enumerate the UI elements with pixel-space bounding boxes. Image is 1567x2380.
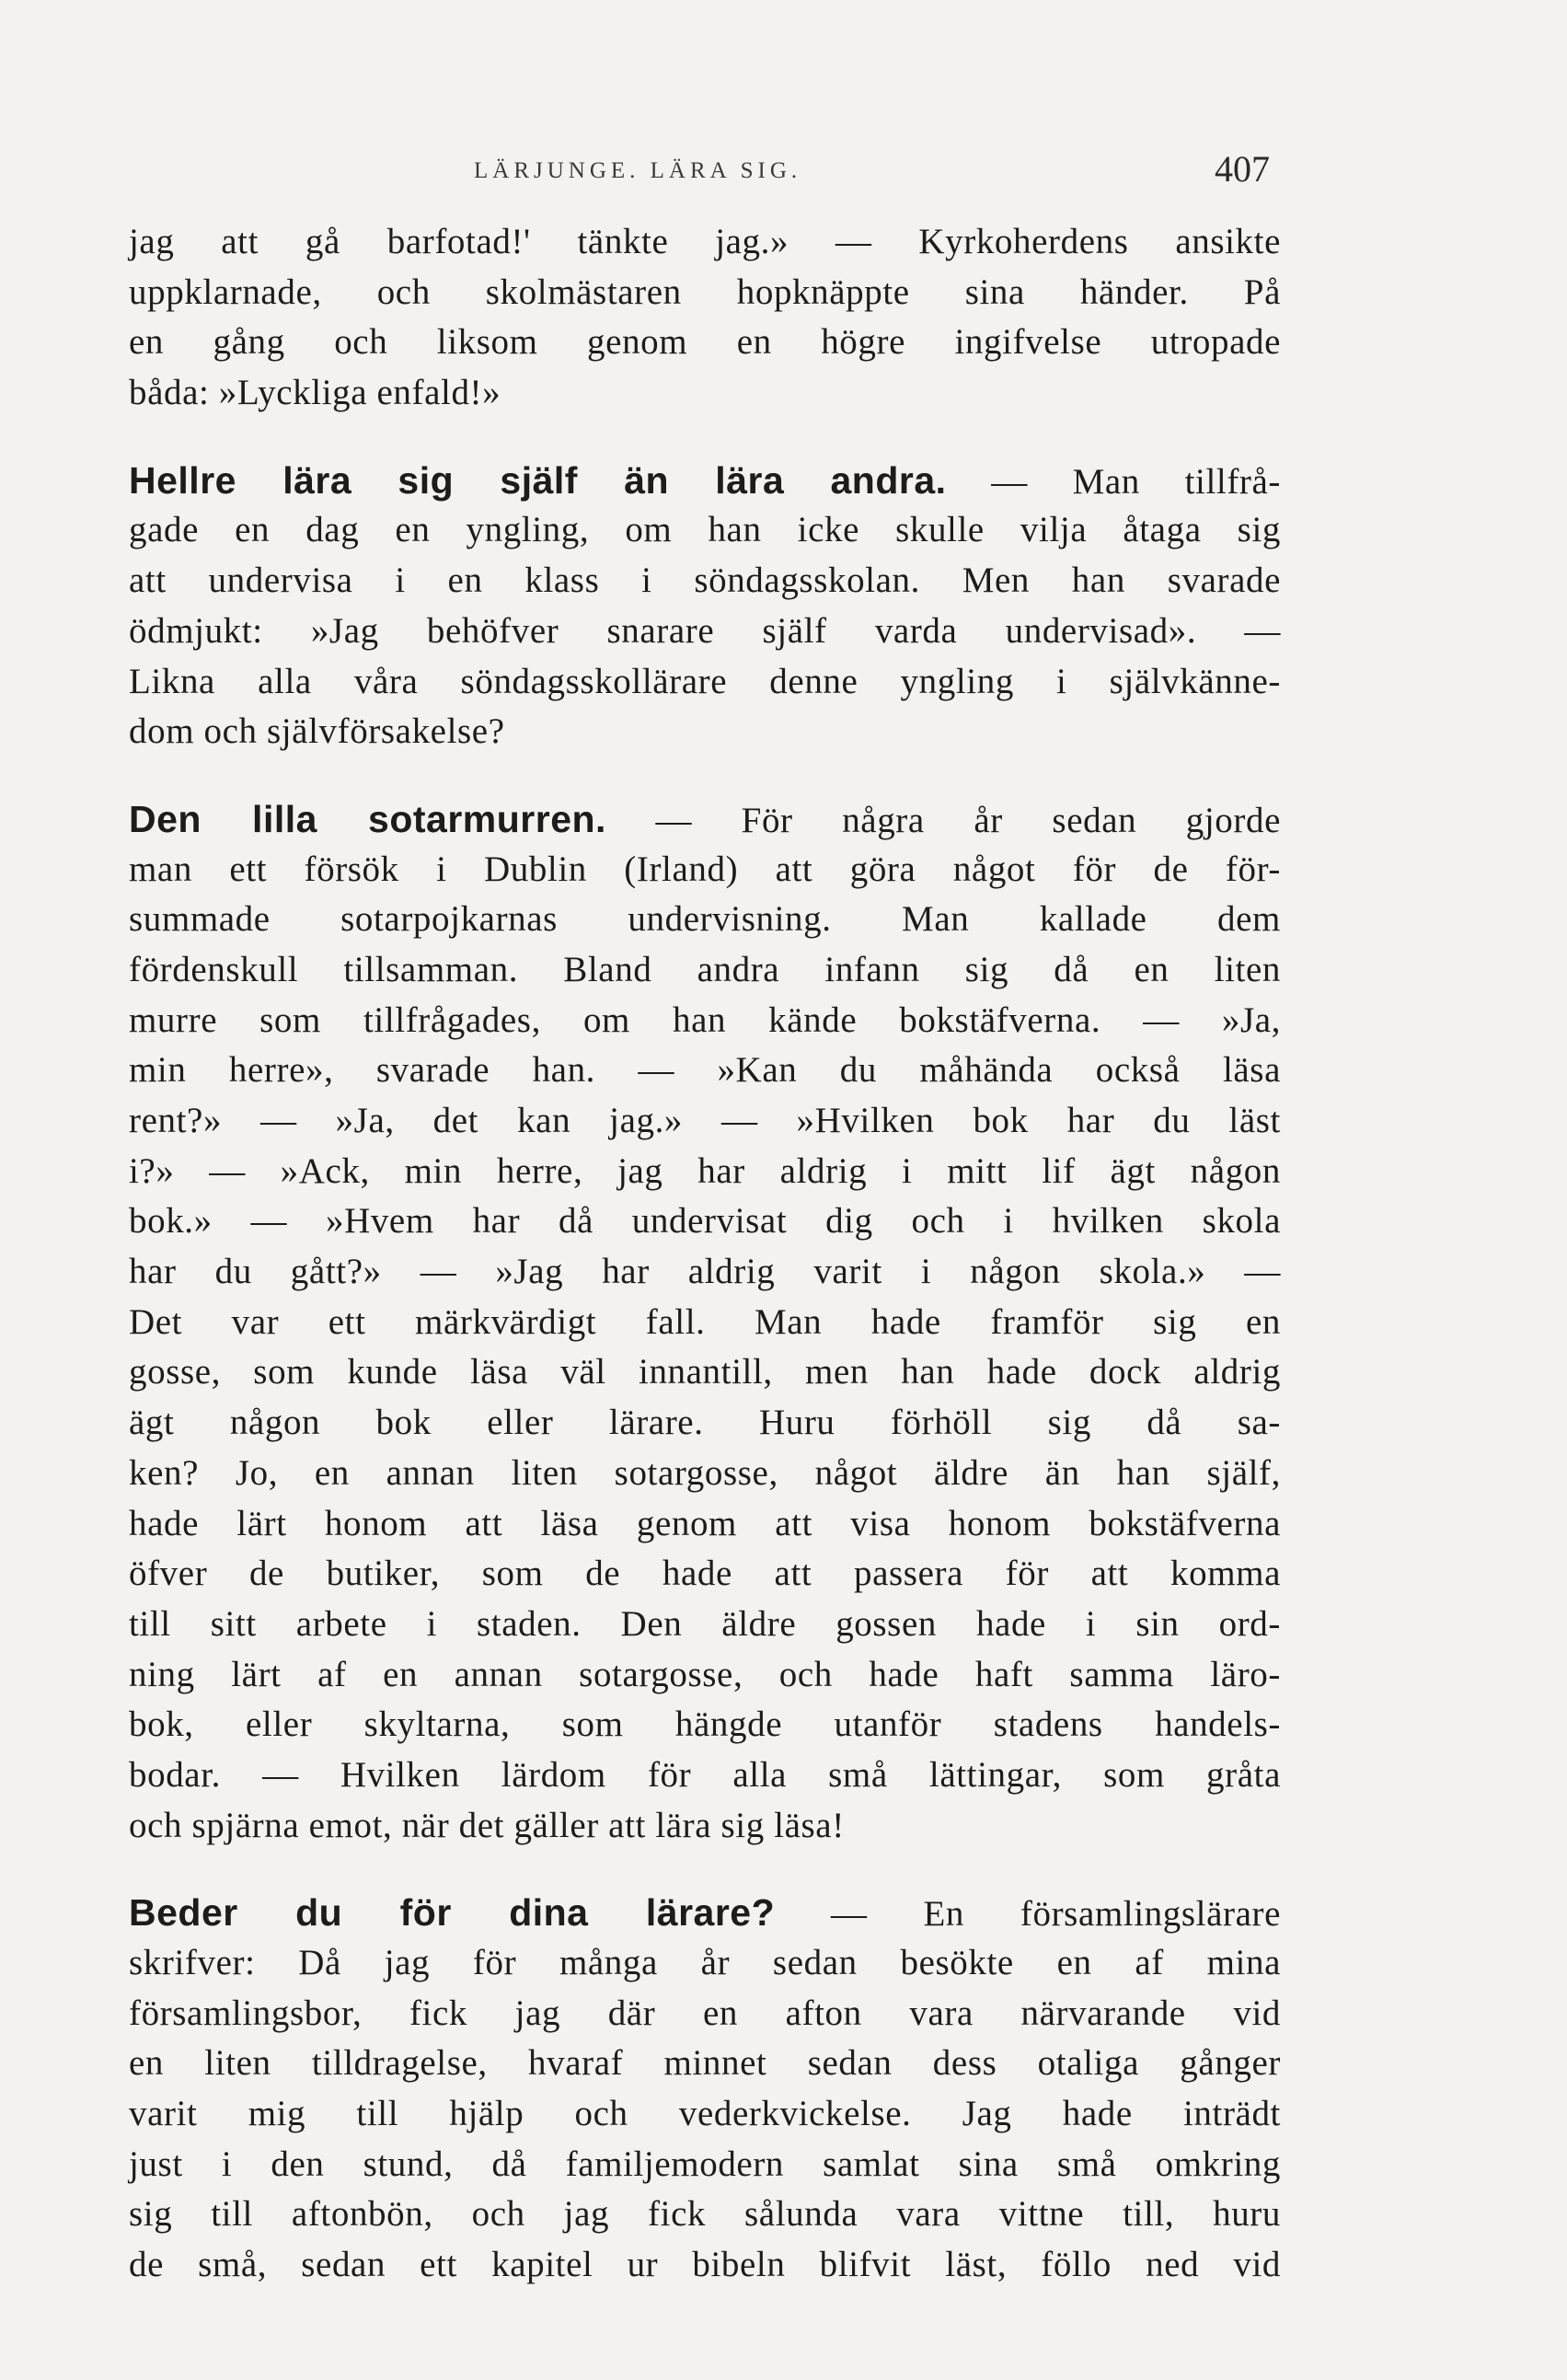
text-run: — Man tillfrå- xyxy=(946,461,1281,502)
section-heading: Beder du för dina lärare? xyxy=(129,1891,776,1935)
text-line: i?» — »Ack, min herre, jag har aldrig i mitt lif ägt någon xyxy=(129,1150,1281,1191)
text-line: uppklarnade, och skolmästaren hopknäppte sina händer. På xyxy=(129,272,1281,312)
text-line xyxy=(129,456,1281,506)
text-line xyxy=(129,794,1281,845)
text-line: hade lärt honom att läsa genom att visa honom bokstäfverna xyxy=(129,1503,1281,1543)
text-line: öfver de butiker, som de hade att passera för att komma xyxy=(129,1554,1281,1594)
text-line: en liten tilldragelse, hvaraf minnet sedan dess otaliga gånger xyxy=(129,2043,1281,2084)
text-line: ägt någon bok eller lärare. Huru förhöll sig då sa- xyxy=(129,1403,1281,1443)
text-line: ödmjukt: »Jag behöfver snarare själf varda undervisad». — xyxy=(129,610,1281,651)
text-line: Det var ett märkvärdigt fall. Man hade framför sig en xyxy=(129,1301,1281,1342)
text-line: sig till aftonbön, och jag fick sålunda vara vittne till, huru xyxy=(129,2194,1281,2235)
paragraph-beder xyxy=(129,1888,1281,2291)
text-line: har du gått?» — »Jag har aldrig varit i någon skola.» — xyxy=(129,1252,1281,1292)
text-line: bok.» — »Hvem har då undervisat dig och i hvilken skola xyxy=(129,1201,1281,1242)
text-line: och spjärna emot, när det gäller att lära sig läsa! xyxy=(129,1805,845,1845)
text-line xyxy=(129,1888,1281,1938)
text-line: Likna alla våra söndagsskollärare denne yngling i självkänne- xyxy=(129,661,1281,701)
text-line: båda: »Lyckliga enfald!» xyxy=(129,373,501,413)
text-line: skrifver: Då jag för många år sedan besökte en af mina xyxy=(129,1943,1281,1982)
text-line: fördenskull tillsamman. Bland andra infann sig då en liten xyxy=(129,949,1281,989)
text-line: en gång och liksom genom en högre ingifvelse utropade xyxy=(129,322,1281,363)
text-line: församlingsbor, fick jag där en afton vara närvarande vid xyxy=(129,1993,1281,2033)
paragraph-sotarmurren xyxy=(129,794,1281,1851)
body-text xyxy=(129,217,1281,2291)
text-run: — En församlingslärare xyxy=(775,1894,1281,1935)
paragraph-hellre xyxy=(129,456,1281,757)
text-line: jag att gå barfotad!' tänkte jag.» — Kyrkoherdens ansikte xyxy=(129,222,1281,261)
text-line: till sitt arbete i staden. Den äldre gossen hade i sin ord- xyxy=(129,1603,1281,1644)
text-line: ning lärt af en annan sotargosse, och hade haft samma läro- xyxy=(129,1654,1281,1694)
text-line: bodar. — Hvilken lärdom för alla små lättingar, som gråta xyxy=(129,1754,1281,1795)
text-line: bok, eller skyltarna, som hängde utanför stadens handels- xyxy=(129,1704,1281,1745)
text-line: gade en dag en yngling, om han icke skulle vilja åtaga sig xyxy=(129,510,1281,550)
text-line: murre som tillfrågades, om han kände bokstäfverna. — »Ja, xyxy=(129,999,1281,1040)
text-run: — För några år sedan gjorde xyxy=(605,800,1282,840)
running-header xyxy=(0,147,1567,202)
text-line: man ett försök i Dublin (Irland) att göra något för de för- xyxy=(129,849,1281,889)
text-line: just i den stund, då familjemodern samlat sina små omkring xyxy=(129,2143,1281,2184)
page-number: 407 xyxy=(1215,148,1270,190)
paragraph-intro xyxy=(129,217,1281,419)
text-line: ken? Jo, en annan liten sotargosse, något äldre än han själf, xyxy=(129,1452,1281,1493)
text-line: de små, sedan ett kapitel ur bibeln blifvit läst, föllo ned vid xyxy=(129,2245,1281,2285)
text-line: rent?» — »Ja, det kan jag.» — »Hvilken bok har du läst xyxy=(129,1101,1281,1140)
section-heading: Hellre lära sig själf än lära andra. xyxy=(129,458,947,502)
text-line: summade sotarpojkarnas undervisning. Man kallade dem xyxy=(129,899,1281,940)
text-line: varit mig till hjälp och vederkvickelse. Jag hade inträdt xyxy=(129,2094,1281,2134)
running-title: LÄRJUNGE. LÄRA SIG. xyxy=(474,158,802,183)
text-line: dom och självförsakelse? xyxy=(129,711,505,752)
text-line: min herre», svarade han. — »Kan du måhända också läsa xyxy=(129,1050,1281,1091)
section-heading: Den lilla sotarmurren. xyxy=(129,797,606,840)
text-line: gosse, som kunde läsa väl innantill, men han hade dock aldrig xyxy=(129,1352,1281,1392)
text-line: att undervisa i en klass i söndagsskolan. Men han svarade xyxy=(129,560,1281,601)
